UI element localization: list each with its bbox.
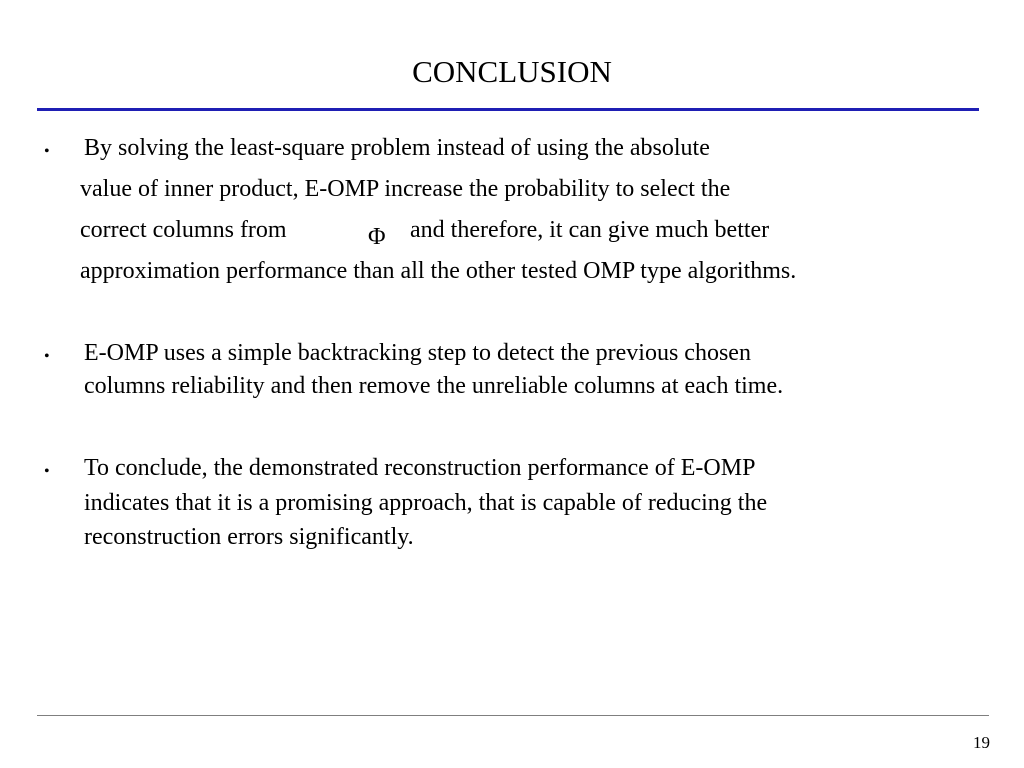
- bullet-marker: •: [44, 348, 50, 365]
- bullet-marker: •: [44, 463, 50, 480]
- bullet-2-line-2: columns reliability and then remove the unreliable columns at each time.: [84, 373, 784, 399]
- phi-symbol: Φ: [368, 224, 386, 250]
- title-underline: [37, 108, 979, 111]
- footer-divider: [37, 715, 989, 716]
- bullet-marker: •: [44, 143, 50, 160]
- bullet-1-line-4: approximation performance than all the other tested OMP type algorithms.: [80, 258, 797, 284]
- page-number: 19: [973, 733, 990, 752]
- slide-title: CONCLUSION: [412, 54, 612, 89]
- bullet-3-line-2: indicates that it is a promising approach, that is capable of reducing the: [84, 490, 768, 516]
- bullet-1-line-3a: correct columns from: [80, 217, 287, 243]
- bullet-1-line-3b: and therefore, it can give much better: [410, 217, 770, 243]
- bullet-1-line-2: value of inner product, E-OMP increase the probability to select the: [80, 176, 731, 202]
- bullet-3-line-1: To conclude, the demonstrated reconstruction performance of E-OMP: [84, 455, 756, 481]
- bullet-1-line-1: By solving the least-square problem instead of using the absolute: [84, 135, 710, 161]
- bullet-2-line-1: E-OMP uses a simple backtracking step to detect the previous chosen: [84, 340, 751, 366]
- bullet-3-line-3: reconstruction errors significantly.: [84, 524, 414, 550]
